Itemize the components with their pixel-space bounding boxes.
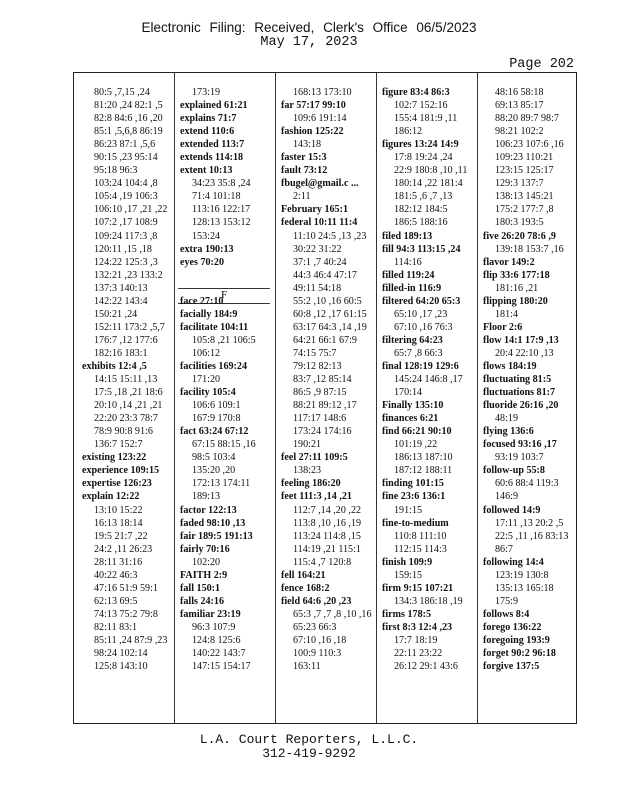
index-refs: 106:6 109:1 [192, 400, 241, 412]
index-term: facilitate 104:11 [180, 321, 249, 333]
index-refs: 19:5 21:7 ,22 [94, 530, 148, 542]
index-refs: 140:22 143:7 [192, 648, 246, 660]
index-refs: 103:24 104:4 ,8 [94, 178, 158, 190]
index-term: firms 178:5 [382, 608, 432, 620]
index-refs: 136:7 152:7 [94, 439, 143, 451]
index-refs: 17:8 19:24 ,24 [394, 152, 453, 164]
index-refs: 65:3 ,7 ,7 ,8 ,10 ,16 [293, 608, 372, 620]
index-refs: 105:4 ,19 106:3 [94, 191, 158, 203]
index-term: extended 113:7 [180, 139, 245, 151]
index-refs: 79:12 82:13 [293, 360, 342, 372]
index-refs: 147:15 154:17 [192, 661, 251, 673]
index-refs: 155:4 181:9 ,11 [394, 113, 458, 125]
index-refs: 187:12 188:11 [394, 465, 453, 477]
header-date: May 17, 2023 [260, 35, 358, 50]
index-refs: 96:3 107:9 [192, 621, 236, 633]
index-refs: 181:4 [495, 308, 518, 320]
index-term: explained 61:21 [180, 100, 248, 112]
index-term: forego 136:22 [483, 621, 542, 633]
index-refs: 171:20 [192, 374, 221, 386]
index-refs: 95:18 96:3 [94, 165, 138, 177]
index-term: federal 10:11 11:4 [281, 217, 358, 229]
index-refs: 123:15 125:17 [495, 165, 554, 177]
index-term: five 26:20 78:6 ,9 [483, 230, 556, 242]
index-refs: 191:15 [394, 504, 423, 516]
index-term: foregoing 193:9 [483, 634, 550, 646]
index-refs: 112:15 114:3 [394, 543, 447, 555]
index-refs: 173:19 [192, 87, 221, 98]
index-refs: 60:8 ,12 ,17 61:15 [293, 308, 367, 320]
index-term: filled-in 116:9 [382, 282, 442, 294]
index-refs: 98:24 102:14 [94, 648, 148, 660]
index-term: flavor 149:2 [483, 256, 535, 268]
index-refs: 142:22 143:4 [94, 295, 148, 307]
index-refs: 145:24 146:8 ,17 [394, 374, 463, 386]
index-term: fairly 70:16 [180, 543, 230, 555]
index-refs: 124:8 125:6 [192, 634, 241, 646]
index-term: extends 114:18 [180, 152, 244, 164]
index-term: filed 189:13 [382, 230, 433, 242]
index-term: extra 190:13 [180, 243, 234, 255]
index-refs: 22:9 180:8 ,10 ,11 [394, 165, 468, 177]
index-refs: 55:2 ,10 ,16 60:5 [293, 295, 362, 307]
index-refs: 175:2 177:7 ,8 [495, 204, 554, 216]
index-refs: 109:24 117:3 ,8 [94, 230, 158, 242]
index-refs: 11:10 24:5 ,13 ,23 [293, 230, 367, 242]
index-refs: 80:5 ,7,15 ,24 [94, 87, 150, 98]
index-refs: 81:20 ,24 82:1 ,5 [94, 100, 163, 112]
index-term: face 27:10 [180, 295, 224, 307]
index-refs: 106:12 [192, 347, 221, 359]
index-term: fluctuating 81:5 [483, 374, 552, 386]
index-refs: 34:23 35:8 ,24 [192, 178, 251, 190]
index-term: fact 63:24 67:12 [180, 426, 249, 438]
page-number: Page 202 [509, 57, 574, 72]
column-divider [477, 73, 478, 723]
index-refs: 152:11 173:2 ,5,7 [94, 321, 165, 333]
index-refs: 181:5 ,6 ,7 ,13 [394, 191, 453, 203]
index-refs: 113:24 114:8 ,15 [293, 530, 361, 542]
index-refs: 20:10 ,14 ,21 ,21 [94, 400, 163, 412]
index-refs: 74:15 75:7 [293, 347, 337, 359]
index-refs: 181:16 ,21 [495, 282, 539, 294]
index-term: flipping 180:20 [483, 295, 548, 307]
index-refs: 74:13 75:2 79:8 [94, 608, 158, 620]
index-term: fell 164:21 [281, 569, 326, 581]
index-refs: 180:3 193:5 [495, 217, 544, 229]
index-term: fall 150:1 [180, 582, 221, 594]
index-refs: 82:8 84:6 ,16 ,20 [94, 113, 163, 125]
index-term: fair 189:5 191:13 [180, 530, 253, 542]
index-refs: 189:13 [192, 491, 221, 503]
index-refs: 120:11 ,15 ,18 [94, 243, 152, 255]
index-term: explains 71:7 [180, 113, 237, 125]
index-refs: 110:8 111:10 [394, 530, 447, 542]
index-term: final 128:19 129:6 [382, 360, 459, 372]
index-refs: 64:21 66:1 67:9 [293, 334, 357, 346]
index-term: forgive 137:5 [483, 661, 540, 673]
index-refs: 67:10 ,16 76:3 [394, 321, 453, 333]
index-refs: 48:19 [495, 413, 518, 425]
index-refs: 86:7 [495, 543, 513, 555]
index-refs: 114:16 [394, 256, 422, 268]
index-column [82, 86, 167, 673]
index-refs: 172:13 174:11 [192, 478, 251, 490]
index-term: extent 10:13 [180, 165, 233, 177]
index-refs: 100:9 110:3 [293, 648, 342, 660]
index-refs: 124:22 125:3 ,3 [94, 256, 158, 268]
index-refs: 113:16 122:17 [192, 204, 251, 216]
index-refs: 182:12 184:5 [394, 204, 448, 216]
index-term: fluctuations 81:7 [483, 387, 556, 399]
index-term: feel 27:11 109:5 [281, 452, 348, 464]
index-refs: 85:1 ,5,6,8 86:19 [94, 126, 163, 138]
index-term: find 66:21 90:10 [382, 426, 452, 438]
index-term: following 14:4 [483, 556, 544, 568]
index-refs: 132:21 ,23 133:2 [94, 269, 163, 281]
index-refs: 40:22 46:3 [94, 569, 138, 581]
index-term: firm 9:15 107:21 [382, 582, 454, 594]
index-refs: 117:17 148:6 [293, 413, 347, 425]
index-refs: 186:13 187:10 [394, 452, 453, 464]
index-refs: 128:13 153:12 [192, 217, 251, 229]
index-refs: 2:11 [293, 191, 311, 203]
index-refs: 22:5 ,11 ,16 83:13 [495, 530, 569, 542]
index-term: explain 12:22 [82, 491, 140, 503]
index-term: facilities 169:24 [180, 360, 247, 372]
index-column [281, 86, 372, 673]
index-refs: 67:15 88:15 ,16 [192, 439, 256, 451]
index-refs: 129:3 137:7 [495, 178, 544, 190]
index-refs: 16:13 18:14 [94, 517, 143, 529]
index-term: filtering 64:23 [382, 334, 443, 346]
index-refs: 138:23 [293, 465, 322, 477]
index-term: fill 94:3 113:15 ,24 [382, 243, 461, 255]
index-refs: 65:7 ,8 66:3 [394, 347, 443, 359]
index-refs: 17:5 ,18 ,21 18:6 [94, 387, 163, 399]
index-refs: 22:20 23:3 78:7 [94, 413, 158, 425]
index-refs: 22:11 23:22 [394, 648, 443, 660]
index-term: figure 83:4 86:3 [382, 87, 450, 98]
index-term: Floor 2:6 [483, 321, 523, 333]
index-refs: 113:8 ,10 ,16 ,19 [293, 517, 362, 529]
index-refs: 47:16 51:9 59:1 [94, 582, 158, 594]
index-term: facility 105:4 [180, 387, 236, 399]
index-refs: 69:13 85:17 [495, 100, 544, 112]
index-term: faster 15:3 [281, 152, 327, 164]
index-refs: 176:7 ,12 177:6 [94, 334, 158, 346]
index-refs: 88:21 89:12 ,17 [293, 400, 357, 412]
index-column [180, 86, 256, 673]
section-letter: F [178, 288, 270, 304]
index-refs: 13:10 15:22 [94, 504, 143, 516]
index-refs: 125:8 143:10 [94, 661, 148, 673]
index-refs: 20:4 22:10 ,13 [495, 347, 554, 359]
index-term: filtered 64:20 65:3 [382, 295, 461, 307]
index-refs: 186:5 188:16 [394, 217, 448, 229]
index-refs: 106:23 107:6 ,16 [495, 139, 564, 151]
index-refs: 28:11 31:16 [94, 556, 143, 568]
index-refs: 109:23 110:21 [495, 152, 554, 164]
index-term: fluoride 26:16 ,20 [483, 400, 559, 412]
index-refs: 17:7 18:19 [394, 634, 438, 646]
index-term: familiar 23:19 [180, 608, 241, 620]
index-term: FAITH 2:9 [180, 569, 228, 581]
index-refs: 14:15 15:11 ,13 [94, 374, 158, 386]
index-refs: 44:3 46:4 47:17 [293, 269, 357, 281]
index-refs: 24:2 ,11 26:23 [94, 543, 153, 555]
index-refs: 62:13 69:5 [94, 595, 138, 607]
column-divider [376, 73, 377, 723]
index-term: fault 73:12 [281, 165, 328, 177]
index-term: fashion 125:22 [281, 126, 344, 138]
index-refs: 93:19 103:7 [495, 452, 544, 464]
index-refs: 105:8 ,21 106:5 [192, 334, 256, 346]
index-refs: 86:23 87:1 ,5,6 [94, 139, 156, 151]
index-refs: 85:11 ,24 87:9 ,23 [94, 634, 168, 646]
index-refs: 186:12 [394, 126, 423, 138]
index-term: finances 6:21 [382, 413, 439, 425]
index-term: falls 24:16 [180, 595, 225, 607]
index-refs: 182:16 183:1 [94, 347, 148, 359]
index-refs: 112:7 ,14 ,20 ,22 [293, 504, 362, 516]
index-term: followed 14:9 [483, 504, 541, 516]
index-refs: 138:13 145:21 [495, 191, 554, 203]
index-refs: 190:21 [293, 439, 322, 451]
index-term: far 57:17 99:10 [281, 100, 346, 112]
index-refs: 114:19 ,21 115:1 [293, 543, 361, 555]
footer-phone: 312-419-9292 [262, 746, 356, 761]
index-term: follow-up 55:8 [483, 465, 545, 477]
index-term: exhibits 12:4 ,5 [82, 360, 147, 372]
index-refs: 102:20 [192, 556, 221, 568]
index-term: experience 109:15 [82, 465, 160, 477]
index-refs: 135:20 ,20 [192, 465, 236, 477]
index-refs: 101:19 ,22 [394, 439, 438, 451]
index-term: filled 119:24 [382, 269, 435, 281]
index-refs: 123:19 130:8 [495, 569, 549, 581]
index-term: February 165:1 [281, 204, 348, 216]
index-refs: 26:12 29:1 43:6 [394, 661, 458, 673]
index-term: figures 13:24 14:9 [382, 139, 459, 151]
index-term: fence 168:2 [281, 582, 330, 594]
index-refs: 146:9 [495, 491, 518, 503]
index-refs: 134:3 186:18 ,19 [394, 595, 463, 607]
index-refs: 37:1 ,7 40:24 [293, 256, 347, 268]
index-refs: 82:11 83:1 [94, 621, 138, 633]
column-divider [275, 73, 276, 723]
index-refs: 17:11 ,13 20:2 ,5 [495, 517, 564, 529]
index-refs: 63:17 64:3 ,14 ,19 [293, 321, 367, 333]
index-refs: 159:15 [394, 569, 423, 581]
index-refs: 67:10 ,16 ,18 [293, 634, 347, 646]
filing-stamp: Electronic Filing: Received, Clerk's Office 06/5/2023 [141, 20, 477, 35]
index-refs: 170:14 [394, 387, 423, 399]
index-refs: 86:5 ,9 87:15 [293, 387, 347, 399]
index-column [382, 86, 467, 673]
index-refs: 143:18 [293, 139, 322, 151]
index-refs: 175:9 [495, 595, 518, 607]
index-term: extend 110:6 [180, 126, 235, 138]
index-refs: 90:15 ,23 95:14 [94, 152, 158, 164]
index-term: follows 8:4 [483, 608, 530, 620]
section-gap [180, 282, 256, 295]
index-refs: 135:13 165:18 [495, 582, 554, 594]
index-refs: 65:10 ,17 ,23 [394, 308, 448, 320]
index-term: finding 101:15 [382, 478, 444, 490]
index-term: factor 122:13 [180, 504, 237, 516]
index-refs: 102:7 152:16 [394, 100, 448, 112]
index-term: fine-to-medium [382, 517, 449, 529]
index-refs: 78:9 90:8 91:6 [94, 426, 153, 438]
index-refs: 48:16 58:18 [495, 87, 544, 98]
index-refs: 71:4 101:18 [192, 191, 241, 203]
index-refs: 98:5 103:4 [192, 452, 236, 464]
index-term: feeling 186:20 [281, 478, 341, 490]
index-refs: 109:6 191:14 [293, 113, 347, 125]
index-term: expertise 126:23 [82, 478, 152, 490]
index-term: flows 184:19 [483, 360, 537, 372]
index-refs: 60:6 88:4 119:3 [495, 478, 559, 490]
index-refs: 88:20 89:7 98:7 [495, 113, 559, 125]
index-refs: 65:23 66:3 [293, 621, 337, 633]
index-refs: 153:24 [192, 230, 221, 242]
index-term: field 64:6 ,20 ,23 [281, 595, 352, 607]
index-refs: 180:14 ,22 181:4 [394, 178, 463, 190]
index-refs: 49:11 54:18 [293, 282, 342, 294]
index-term: flow 14:1 17:9 ,13 [483, 334, 559, 346]
index-box [73, 72, 577, 724]
index-term: finish 109:9 [382, 556, 433, 568]
index-term: feet 111:3 ,14 ,21 [281, 491, 352, 503]
section-gap [180, 269, 256, 282]
index-refs: 167:9 170:8 [192, 413, 241, 425]
index-column [483, 86, 568, 673]
index-refs: 107:2 ,17 108:9 [94, 217, 158, 229]
index-refs: 163:11 [293, 661, 321, 673]
index-refs: 115:4 ,7 120:8 [293, 556, 352, 568]
footer-company: L.A. Court Reporters, L.L.C. [199, 732, 419, 747]
index-term: faded 98:10 ,13 [180, 517, 246, 529]
index-refs: 106:10 ,17 ,21 ,22 [94, 204, 168, 216]
index-term: flying 136:6 [483, 426, 534, 438]
index-term: first 8:3 12:4 ,23 [382, 621, 453, 633]
index-term: fine 23:6 136:1 [382, 491, 446, 503]
index-refs: 139:18 153:7 ,16 [495, 243, 564, 255]
index-term: fbugel@gmail.c ... [281, 178, 359, 190]
index-term: focused 93:16 ,17 [483, 439, 557, 451]
index-refs: 30:22 31:22 [293, 243, 342, 255]
index-refs: 150:21 ,24 [94, 308, 138, 320]
index-refs: 137:3 140:13 [94, 282, 148, 294]
index-term: existing 123:22 [82, 452, 147, 464]
index-refs: 173:24 174:16 [293, 426, 352, 438]
column-divider [174, 73, 175, 723]
index-term: facially 184:9 [180, 308, 238, 320]
index-refs: 83:7 ,12 85:14 [293, 374, 352, 386]
index-refs: 98:21 102:2 [495, 126, 544, 138]
index-term: flip 33:6 177:18 [483, 269, 550, 281]
index-term: eyes 70:20 [180, 256, 225, 268]
index-term: Finally 135:10 [382, 400, 444, 412]
index-term: forget 90:2 96:18 [483, 648, 556, 660]
index-refs: 168:13 173:10 [293, 87, 352, 98]
